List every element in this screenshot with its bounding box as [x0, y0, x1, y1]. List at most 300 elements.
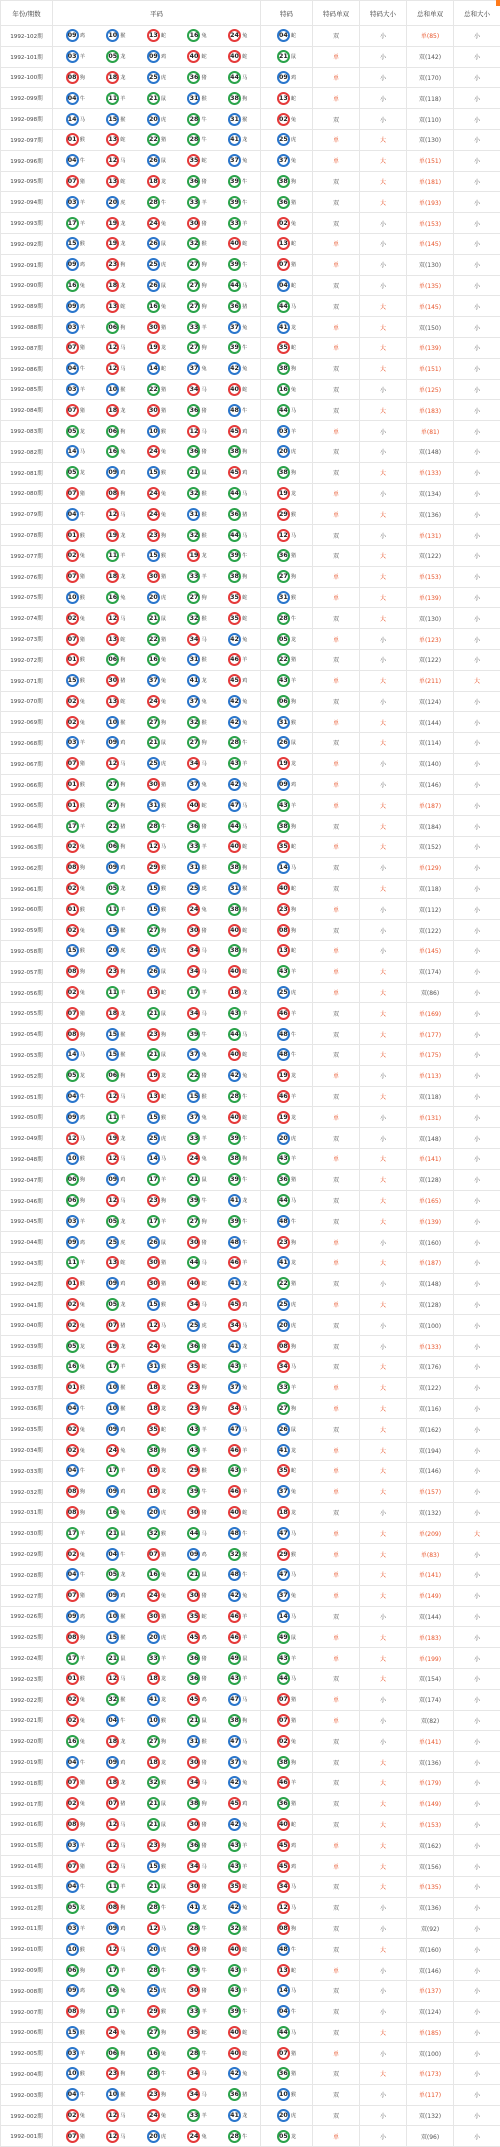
zodiac-label: 猴 [242, 116, 247, 123]
number-with-zodiac [187, 1901, 206, 1914]
special-big-small: 大 [360, 1772, 407, 1793]
special-ball: 35 [277, 1464, 290, 1477]
number-ball: 25 [187, 882, 200, 895]
sum-value: 135 [427, 1884, 438, 1891]
number-with-zodiac [147, 1319, 166, 1332]
number-with-zodiac [106, 965, 125, 978]
number-with-zodiac [228, 1360, 247, 1373]
special-odd-even: 单 [313, 2126, 360, 2147]
zodiac-label: 牛 [242, 1530, 247, 1537]
zodiac-label: 牛 [242, 1218, 247, 1225]
number-ball: 05 [106, 1298, 119, 1311]
sum-odd-even-label: 双 [419, 1947, 425, 1954]
ball-group [53, 2047, 260, 2060]
zodiac-label: 兔 [120, 2029, 125, 2036]
special-odd-even: 双 [313, 1876, 360, 1897]
number-with-zodiac [66, 1215, 85, 1228]
normal-numbers-cell [53, 109, 261, 130]
number-ball: 43 [187, 1423, 200, 1436]
zodiac-label: 鸡 [80, 1613, 85, 1620]
sum-odd-even [407, 1544, 454, 1565]
special-ball: 20 [277, 445, 290, 458]
sum-odd-even-label: 单 [419, 345, 425, 352]
sum-odd-even-label: 双 [419, 1614, 425, 1621]
sum-big-small: 小 [454, 462, 500, 483]
number-with-zodiac [66, 820, 85, 833]
zodiac-label: 兔 [80, 1738, 85, 1745]
special-ball: 20 [277, 1319, 290, 1332]
special-number [277, 1194, 296, 1207]
normal-numbers-cell [53, 1273, 261, 1294]
special-number [277, 1964, 296, 1977]
sum-odd-even [407, 109, 454, 130]
number-with-zodiac [106, 612, 125, 625]
table-row [1, 1960, 500, 1981]
ball-group [53, 1984, 260, 1997]
zodiac-label: 蛇 [201, 1613, 206, 1620]
sum-odd-even-label: 双 [419, 117, 425, 124]
number-ball: 19 [106, 217, 119, 230]
number-with-zodiac [187, 237, 206, 250]
sum-open-paren: ( [425, 1864, 427, 1871]
table-row [1, 1377, 500, 1398]
number-with-zodiac [187, 529, 206, 542]
number-with-zodiac [228, 50, 247, 63]
number-with-zodiac [66, 175, 85, 188]
table-row [1, 941, 500, 962]
zodiac-label: 马 [242, 1696, 247, 1703]
number-ball: 10 [106, 1381, 119, 1394]
number-ball: 06 [106, 425, 119, 438]
number-ball: 47 [228, 1423, 241, 1436]
special-big-small: 小 [360, 441, 407, 462]
special-odd-even: 单 [313, 2043, 360, 2064]
special-zodiac: 虎 [291, 2112, 296, 2119]
number-ball: 01 [66, 799, 79, 812]
special-number-cell [261, 1544, 313, 1565]
special-big-small: 大 [360, 1835, 407, 1856]
special-ball: 28 [277, 612, 290, 625]
special-zodiac: 鼠 [291, 1426, 296, 1433]
number-ball: 13 [147, 986, 160, 999]
sum-odd-even [407, 317, 454, 338]
number-ball: 13 [106, 300, 119, 313]
zodiac-label: 牛 [201, 1031, 206, 1038]
sum-odd-even-label: 双 [419, 824, 425, 831]
number-ball: 09 [106, 1277, 119, 1290]
sum-open-paren: ( [427, 33, 429, 40]
number-with-zodiac [106, 924, 125, 937]
normal-numbers-cell [53, 1294, 261, 1315]
sum-odd-even [407, 961, 454, 982]
number-with-zodiac [147, 1943, 166, 1956]
number-ball: 36 [187, 445, 200, 458]
special-ball: 48 [277, 1943, 290, 1956]
special-odd-even: 双 [313, 525, 360, 546]
sum-big-small: 小 [454, 67, 500, 88]
sum-close-paren: ) [439, 1073, 441, 1080]
sum-value: 118 [427, 1094, 438, 1101]
zodiac-label: 鸡 [120, 864, 125, 871]
special-odd-even: 单 [313, 1960, 360, 1981]
number-ball: 31 [228, 882, 241, 895]
issue-cell: 1992-002期 [1, 2105, 53, 2126]
number-ball: 24 [187, 1152, 200, 1165]
number-ball: 29 [187, 1464, 200, 1477]
number-with-zodiac [187, 92, 206, 105]
number-ball: 49 [228, 1652, 241, 1665]
zodiac-label: 兔 [161, 698, 166, 705]
number-ball: 11 [106, 986, 119, 999]
sum-odd-even [407, 878, 454, 899]
special-zodiac: 龙 [291, 1447, 296, 1454]
number-with-zodiac [147, 445, 166, 458]
special-number-cell [261, 2022, 313, 2043]
zodiac-label: 狗 [80, 1509, 85, 1516]
number-ball: 39 [228, 549, 241, 562]
number-with-zodiac [147, 113, 166, 126]
ball-group [53, 799, 260, 812]
ball-group [53, 175, 260, 188]
number-ball: 30 [187, 1943, 200, 1956]
sum-close-paren: ) [439, 1302, 441, 1309]
number-ball: 10 [106, 716, 119, 729]
number-ball: 46 [228, 1610, 241, 1623]
special-big-small: 大 [360, 982, 407, 1003]
zodiac-label: 羊 [201, 2112, 206, 2119]
special-big-small: 小 [360, 421, 407, 442]
number-with-zodiac [106, 279, 125, 292]
sum-value: 128 [427, 1177, 438, 1184]
special-ball: 43 [277, 799, 290, 812]
sum-odd-even [407, 1627, 454, 1648]
number-ball: 18 [106, 71, 119, 84]
zodiac-label: 鼠 [120, 1530, 125, 1537]
number-ball: 03 [66, 50, 79, 63]
number-ball: 02 [66, 1714, 79, 1727]
number-with-zodiac [187, 591, 206, 604]
sum-close-paren: ) [439, 1968, 441, 1975]
special-big-small: 大 [360, 1419, 407, 1440]
number-ball: 36 [187, 404, 200, 417]
special-odd-even: 双 [313, 1024, 360, 1045]
sum-big-small: 小 [454, 691, 500, 712]
issue-cell: 1992-072期 [1, 649, 53, 670]
zodiac-label: 羊 [80, 220, 85, 227]
zodiac-label: 狗 [161, 719, 166, 726]
zodiac-label: 狗 [120, 324, 125, 331]
zodiac-label: 羊 [161, 1218, 166, 1225]
issue-cell: 1992-098期 [1, 109, 53, 130]
number-with-zodiac [147, 986, 166, 999]
sum-value: 162 [427, 1843, 438, 1850]
sum-open-paren: ( [425, 2009, 427, 2016]
number-with-zodiac [187, 2067, 206, 2080]
special-number-cell [261, 1357, 313, 1378]
zodiac-label: 马 [201, 1259, 206, 1266]
sum-odd-even [407, 1897, 454, 1918]
zodiac-label: 狗 [120, 1072, 125, 1079]
special-number-cell [261, 337, 313, 358]
number-ball: 31 [187, 508, 200, 521]
number-with-zodiac [147, 321, 166, 334]
zodiac-label: 蛇 [161, 365, 166, 372]
number-ball: 37 [228, 321, 241, 334]
ball-group [53, 633, 260, 646]
number-with-zodiac [187, 1943, 206, 1956]
number-with-zodiac [66, 591, 85, 604]
sum-close-paren: ) [439, 1676, 441, 1683]
number-with-zodiac [147, 1839, 166, 1852]
number-with-zodiac [187, 1506, 206, 1519]
sum-odd-even [407, 941, 454, 962]
number-with-zodiac [228, 1860, 247, 1873]
zodiac-label: 猴 [161, 802, 166, 809]
number-with-zodiac [66, 1860, 85, 1873]
sum-value: 153 [427, 1822, 438, 1829]
zodiac-label: 猪 [201, 1239, 206, 1246]
issue-cell: 1992-089期 [1, 296, 53, 317]
special-number-cell [261, 1731, 313, 1752]
number-with-zodiac [66, 924, 85, 937]
sum-value: 132 [427, 1510, 438, 1517]
ball-group [53, 1215, 260, 1228]
normal-numbers-cell [53, 2001, 261, 2022]
table-row [1, 1731, 500, 1752]
sum-value: 160 [427, 1947, 438, 1954]
special-ball: 02 [277, 217, 290, 230]
number-with-zodiac [66, 2005, 85, 2018]
sum-open-paren: ( [425, 491, 427, 498]
special-number-cell [261, 26, 313, 47]
zodiac-label: 龙 [161, 1759, 166, 1766]
issue-cell: 1992-013期 [1, 1876, 53, 1897]
number-with-zodiac [228, 965, 247, 978]
sum-big-small: 小 [454, 878, 500, 899]
special-number [277, 882, 296, 895]
sum-big-small: 小 [454, 296, 500, 317]
number-ball: 40 [228, 1111, 241, 1124]
issue-cell: 1992-058期 [1, 941, 53, 962]
number-ball: 20 [106, 196, 119, 209]
sum-odd-even-label: 双 [419, 1697, 425, 1704]
number-with-zodiac [228, 2047, 247, 2060]
number-ball: 07 [66, 1589, 79, 1602]
sum-big-small: 小 [454, 1752, 500, 1773]
special-ball: 38 [277, 1756, 290, 1769]
zodiac-label: 猴 [80, 802, 85, 809]
normal-numbers-cell [53, 920, 261, 941]
number-ball: 24 [187, 903, 200, 916]
number-ball: 41 [147, 1693, 160, 1706]
special-odd-even: 双 [313, 2064, 360, 2085]
number-ball: 05 [106, 882, 119, 895]
special-zodiac: 狗 [291, 365, 296, 372]
ball-group [53, 113, 260, 126]
sum-odd-even [407, 2001, 454, 2022]
ball-group [53, 1901, 260, 1914]
number-with-zodiac [187, 1756, 206, 1769]
special-odd-even: 双 [313, 462, 360, 483]
zodiac-label: 蛇 [201, 1363, 206, 1370]
special-big-small: 小 [360, 1315, 407, 1336]
zodiac-label: 鼠 [161, 1883, 166, 1890]
special-zodiac: 猪 [291, 1696, 296, 1703]
special-big-small: 小 [360, 1232, 407, 1253]
special-big-small: 大 [360, 1793, 407, 1814]
number-ball: 15 [106, 1028, 119, 1041]
special-big-small: 大 [360, 1003, 407, 1024]
number-ball: 40 [228, 1048, 241, 1061]
zodiac-label: 狗 [80, 1634, 85, 1641]
number-ball: 34 [228, 1402, 241, 1415]
sum-value: 122 [427, 657, 438, 664]
table-row [1, 1606, 500, 1627]
special-ball: 38 [277, 175, 290, 188]
special-zodiac: 蛇 [291, 282, 296, 289]
zodiac-label: 马 [242, 490, 247, 497]
number-with-zodiac [147, 924, 166, 937]
number-with-zodiac [187, 300, 206, 313]
zodiac-label: 虎 [161, 2133, 166, 2140]
zodiac-label: 牛 [242, 178, 247, 185]
number-ball: 23 [187, 1402, 200, 1415]
special-zodiac: 鼠 [291, 53, 296, 60]
special-number [277, 1922, 296, 1935]
number-ball: 15 [147, 1860, 160, 1873]
sum-odd-even [407, 1502, 454, 1523]
sum-value: 153 [427, 221, 438, 228]
number-with-zodiac [66, 1652, 85, 1665]
issue-cell: 1992-048期 [1, 1149, 53, 1170]
number-with-zodiac [147, 1714, 166, 1727]
sum-close-paren: ) [439, 470, 441, 477]
number-ball: 41 [187, 1901, 200, 1914]
special-ball: 34 [277, 1360, 290, 1373]
special-number-cell [261, 150, 313, 171]
number-ball: 20 [147, 1943, 160, 1956]
number-with-zodiac [66, 341, 85, 354]
special-number-cell [261, 1273, 313, 1294]
number-with-zodiac [106, 903, 125, 916]
number-ball: 36 [187, 175, 200, 188]
number-ball: 42 [228, 778, 241, 791]
number-with-zodiac [187, 466, 206, 479]
ball-group [53, 591, 260, 604]
sum-close-paren: ) [437, 33, 439, 40]
sum-odd-even [407, 1003, 454, 1024]
ball-group [53, 1631, 260, 1644]
number-with-zodiac [147, 1818, 166, 1831]
sum-odd-even-label: 双 [419, 553, 425, 560]
sum-big-small: 小 [454, 1398, 500, 1419]
number-with-zodiac [106, 1880, 125, 1893]
number-with-zodiac [228, 2088, 247, 2101]
number-with-zodiac [187, 1173, 206, 1186]
number-ball: 07 [66, 404, 79, 417]
special-number-cell [261, 1752, 313, 1773]
special-zodiac: 猪 [291, 1717, 296, 1724]
number-with-zodiac [66, 1444, 85, 1457]
number-with-zodiac [228, 757, 247, 770]
number-ball: 16 [147, 2047, 160, 2060]
number-ball: 12 [147, 840, 160, 853]
number-with-zodiac [66, 487, 85, 500]
sum-big-small: 小 [454, 1149, 500, 1170]
number-with-zodiac [187, 217, 206, 230]
special-odd-even: 双 [313, 1315, 360, 1336]
number-with-zodiac [147, 2026, 166, 2039]
issue-cell: 1992-016期 [1, 1814, 53, 1835]
number-with-zodiac [66, 674, 85, 687]
zodiac-label: 猴 [120, 386, 125, 393]
sum-open-paren: ( [425, 782, 427, 789]
scroll-indicator[interactable] [496, 0, 500, 6]
number-with-zodiac [228, 903, 247, 916]
zodiac-label: 龙 [120, 407, 125, 414]
sum-close-paren: ) [439, 1656, 441, 1663]
sum-odd-even-label: 单 [419, 470, 425, 477]
special-big-small: 小 [360, 1107, 407, 1128]
number-ball: 07 [66, 570, 79, 583]
special-number-cell [261, 1149, 313, 1170]
number-ball: 48 [228, 404, 241, 417]
number-with-zodiac [147, 1048, 166, 1061]
special-number [277, 1007, 296, 1020]
special-zodiac: 龙 [291, 1259, 296, 1266]
number-with-zodiac [106, 1152, 125, 1165]
zodiac-label: 龙 [120, 1135, 125, 1142]
sum-odd-even [407, 1606, 454, 1627]
zodiac-label: 猴 [120, 719, 125, 726]
number-ball: 12 [106, 1090, 119, 1103]
number-with-zodiac [147, 1152, 166, 1165]
number-ball: 34 [187, 1776, 200, 1789]
sum-big-small: 小 [454, 1960, 500, 1981]
issue-cell: 1992-102期 [1, 26, 53, 47]
sum-big-small: 小 [454, 1481, 500, 1502]
sum-odd-even-label: 双 [419, 969, 425, 976]
number-ball: 43 [228, 1860, 241, 1873]
sum-open-paren: ( [425, 1510, 427, 1517]
number-ball: 33 [228, 217, 241, 230]
number-ball: 46 [228, 653, 241, 666]
special-number-cell [261, 1086, 313, 1107]
special-zodiac: 鸡 [291, 781, 296, 788]
zodiac-label: 羊 [201, 843, 206, 850]
zodiac-label: 猴 [80, 677, 85, 684]
ball-group [53, 1672, 260, 1685]
zodiac-label: 鸡 [80, 1114, 85, 1121]
special-number-cell [261, 1315, 313, 1336]
number-with-zodiac [106, 113, 125, 126]
special-big-small: 大 [360, 1024, 407, 1045]
ball-group [53, 549, 260, 562]
zodiac-label: 马 [161, 843, 166, 850]
sum-open-paren: ( [425, 948, 427, 955]
special-number [277, 1256, 296, 1269]
special-big-small: 大 [360, 1460, 407, 1481]
zodiac-label: 猴 [201, 1467, 206, 1474]
sum-odd-even-label: 单 [421, 33, 427, 40]
sum-big-small: 小 [454, 337, 500, 358]
special-number [277, 2067, 296, 2080]
number-with-zodiac [147, 1444, 166, 1457]
zodiac-label: 牛 [242, 739, 247, 746]
special-zodiac: 龙 [291, 1114, 296, 1121]
special-odd-even: 单 [313, 753, 360, 774]
special-number-cell [261, 670, 313, 691]
